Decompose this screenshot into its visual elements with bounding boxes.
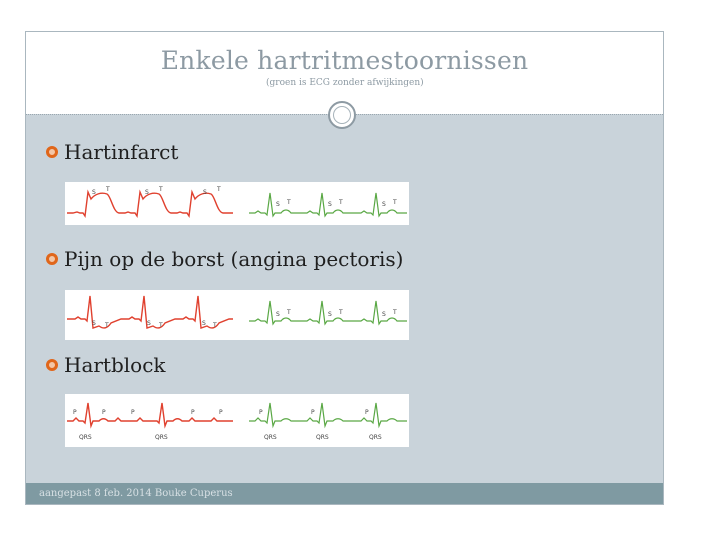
t-label: T xyxy=(213,322,217,329)
p-label: P xyxy=(311,409,315,416)
s-label: S xyxy=(382,311,386,318)
slide-title: Enkele hartritmestoornissen xyxy=(160,46,529,75)
t-label: T xyxy=(339,309,343,316)
t-label: T xyxy=(393,309,397,316)
ecg-strip-angina xyxy=(65,290,409,340)
ecg-hartinfarct-graphic xyxy=(65,182,409,225)
t-label: T xyxy=(393,199,397,206)
ecg-strip-hartblock xyxy=(65,394,409,447)
section-heading-hartblock xyxy=(46,352,166,378)
s-label: S xyxy=(145,189,149,196)
p-label: P xyxy=(219,409,223,416)
p-label: P xyxy=(191,409,195,416)
p-label: P xyxy=(131,409,135,416)
ecg-hartblock-graphic xyxy=(65,394,409,447)
qrs-label: QRS xyxy=(155,434,168,441)
qrs-label: QRS xyxy=(316,434,329,441)
slide xyxy=(25,31,664,505)
s-label: S xyxy=(147,320,151,327)
t-label: T xyxy=(159,186,163,193)
footer-bar xyxy=(26,483,663,505)
ecg-strip-hartinfarct xyxy=(65,182,409,225)
bullet-icon xyxy=(46,359,58,371)
heading-text: Hartblock xyxy=(64,353,166,377)
t-label: T xyxy=(217,186,221,193)
s-label: S xyxy=(92,189,96,196)
section-heading-angina xyxy=(46,246,403,272)
ecg-angina-graphic xyxy=(65,290,409,340)
qrs-label: QRS xyxy=(79,434,92,441)
s-label: S xyxy=(92,320,96,327)
p-label: P xyxy=(259,409,263,416)
t-label: T xyxy=(339,199,343,206)
footer-text: aangepast 8 feb. 2014 Bouke Cuperus xyxy=(39,488,233,499)
s-label: S xyxy=(328,201,332,208)
ecg-abnormal-trace xyxy=(67,403,233,426)
t-label: T xyxy=(159,322,163,329)
qrs-label: QRS xyxy=(264,434,277,441)
p-label: P xyxy=(102,409,106,416)
s-label: S xyxy=(328,311,332,318)
t-label: T xyxy=(287,309,291,316)
t-label: T xyxy=(105,322,109,329)
t-label: T xyxy=(287,199,291,206)
p-label: P xyxy=(365,409,369,416)
p-label: P xyxy=(73,409,77,416)
qrs-label: QRS xyxy=(369,434,382,441)
s-label: S xyxy=(203,189,207,196)
bullet-icon xyxy=(46,253,58,265)
section-heading-hartinfarct xyxy=(46,139,178,165)
s-label: S xyxy=(202,320,206,327)
ecg-normal-trace xyxy=(249,403,407,426)
s-label: S xyxy=(276,201,280,208)
s-label: S xyxy=(382,201,386,208)
slide-subtitle: (groen is ECG zonder afwijkingen) xyxy=(266,78,424,88)
circle-ornament-icon xyxy=(328,101,356,129)
heading-text: Hartinfarct xyxy=(64,140,179,164)
s-label: S xyxy=(276,311,280,318)
heading-text: Pijn op de borst (angina pectoris) xyxy=(64,247,404,271)
bullet-icon xyxy=(46,146,58,158)
t-label: T xyxy=(106,186,110,193)
